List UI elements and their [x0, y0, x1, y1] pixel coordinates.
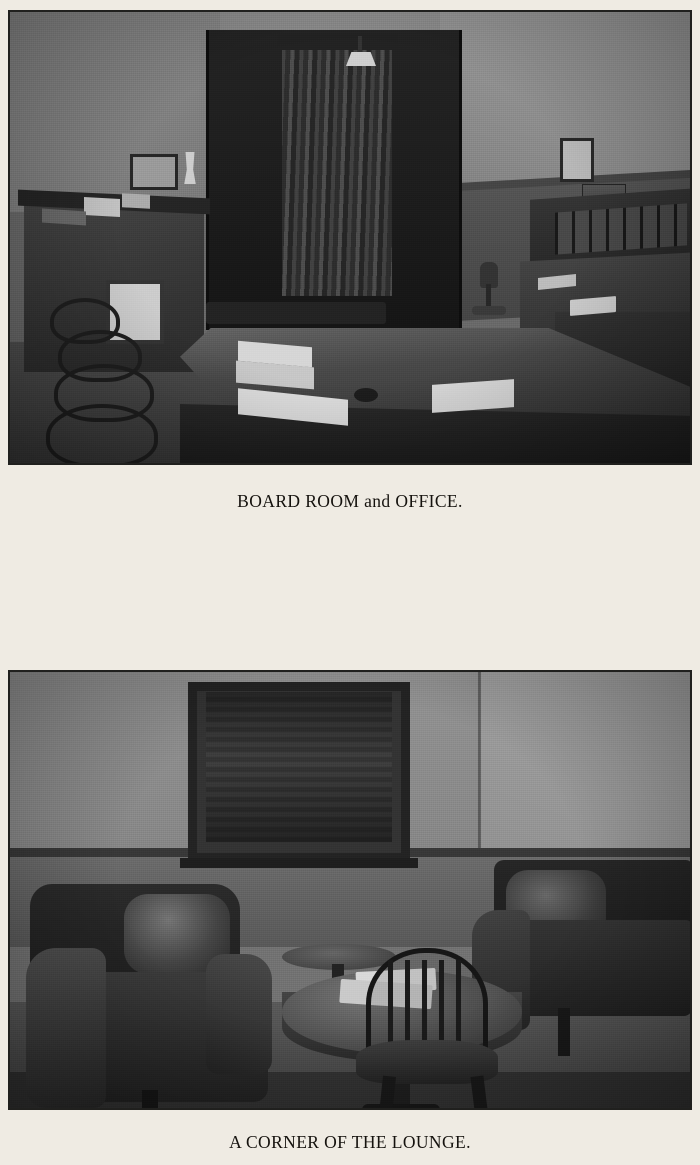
round-table-foot — [362, 1104, 440, 1110]
curtain — [282, 38, 392, 296]
inkwell — [354, 388, 378, 402]
curtain-pelmet — [278, 34, 398, 50]
blotter — [42, 208, 86, 225]
figure-board-room — [0, 10, 700, 512]
window-sill — [180, 858, 418, 868]
armchair-arm-right — [206, 954, 272, 1074]
framed-photo-left — [130, 154, 178, 190]
microphone-base — [472, 306, 506, 315]
windsor-chair-spindles — [376, 960, 468, 1046]
ledger-book-second — [122, 193, 150, 208]
photo-plate-lounge-corner — [8, 670, 692, 1110]
framed-picture — [560, 138, 594, 182]
lounge-photograph — [10, 672, 690, 1108]
table-papers-4 — [432, 379, 514, 413]
lamp-stem — [358, 36, 362, 54]
figure-lounge-corner — [0, 670, 700, 1153]
board-room-photograph — [10, 12, 690, 463]
settee-leg — [558, 1008, 570, 1056]
ledger-book — [84, 197, 120, 217]
chair-left-4 — [46, 404, 158, 465]
window-blind-shading — [206, 692, 392, 842]
sideboard-bench — [206, 302, 386, 324]
armchair-arm-left — [26, 948, 106, 1108]
armchair-leg — [142, 1090, 158, 1110]
photo-plate-board-room — [8, 10, 692, 465]
figure-caption-board-room: BOARD ROOM and OFFICE. — [237, 491, 463, 511]
figure-caption-lounge-corner: A CORNER OF THE LOUNGE. — [229, 1132, 471, 1152]
